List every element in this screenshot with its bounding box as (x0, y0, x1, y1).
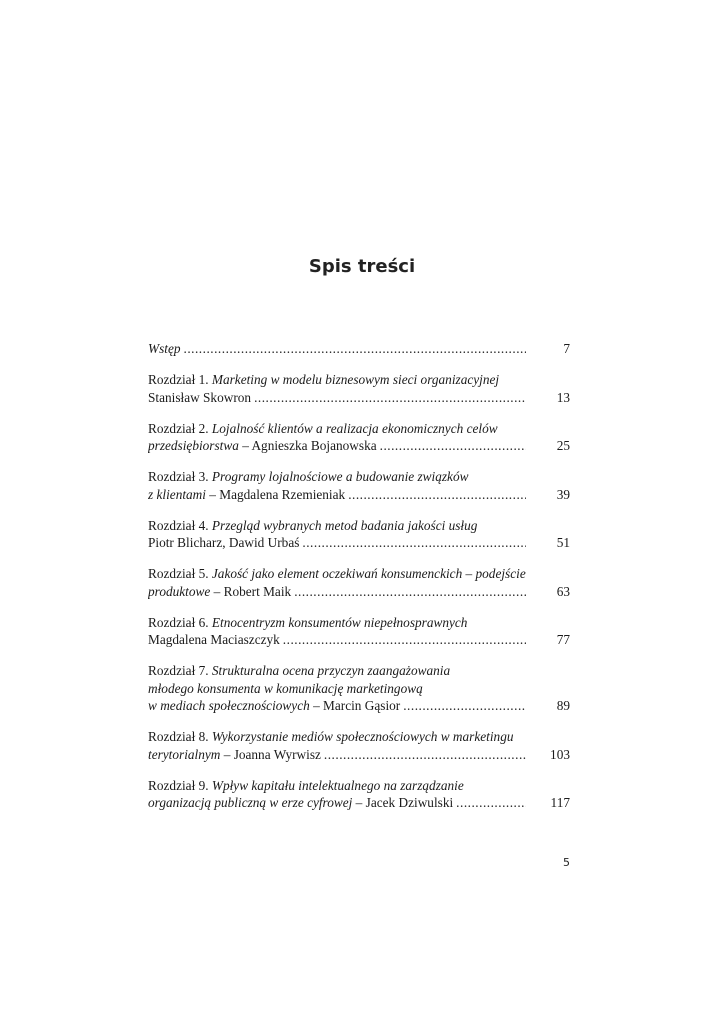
toc-entry (148, 371, 570, 406)
toc-entry (148, 614, 570, 649)
toc-entry-last-line (148, 631, 280, 649)
toc-entry-title-line (148, 420, 528, 438)
toc-page-number: 89 (556, 698, 570, 713)
chapter-title: Przegląd wybranych metod badania jakości usług (211, 517, 478, 533)
toc-page-number: 25 (556, 438, 570, 453)
toc-page-number: 63 (556, 583, 570, 599)
toc-entry-title-line (148, 614, 528, 632)
toc-entry (148, 468, 570, 503)
author-name: – Jacek Dziwulski (352, 795, 454, 810)
chapter-title: przedsiębiorstwa (148, 438, 239, 453)
author-name: – Marcin Gąsior (309, 698, 401, 713)
toc-entry-title-line (148, 728, 528, 746)
toc-entry-title-line (148, 517, 528, 535)
chapter-number: Rozdział 5. (148, 566, 212, 581)
chapter-title: Strukturalna ocena przyczyn zaangażowania (211, 663, 451, 678)
toc-entry (148, 662, 570, 715)
chapter-title: produktowe (148, 583, 211, 599)
toc-entry (148, 420, 570, 455)
table-of-contents (148, 340, 570, 825)
toc-entry (148, 340, 570, 358)
chapter-number: Rozdział 8. (148, 729, 212, 744)
dot-leader (456, 794, 526, 812)
author-name: – Agnieszka Bojanowska (238, 438, 377, 453)
chapter-number: Rozdział 9. (148, 777, 212, 793)
dot-leader (254, 389, 526, 407)
chapter-title: terytorialnym (148, 746, 221, 762)
toc-entry-title-line (148, 468, 528, 486)
chapter-title: Programy lojalnościowe a budowanie związków (211, 469, 469, 484)
author-name: Stanisław Skowron (148, 389, 252, 405)
toc-entry-title-line (148, 565, 528, 583)
chapter-title: Wpływ kapitału intelektualnego na zarządzanie (211, 777, 464, 793)
toc-entry-last-line (148, 534, 299, 552)
toc-entry-last-line (148, 437, 377, 455)
dot-leader (324, 746, 526, 764)
chapter-number: Rozdział 2. (148, 420, 212, 436)
toc-page-number: 103 (550, 746, 570, 762)
chapter-title: młodego konsumenta w komunikację marketingową (148, 680, 423, 696)
chapter-number: Rozdział 3. (148, 469, 212, 484)
chapter-number: Rozdział 6. (148, 614, 212, 630)
author-name: – Joanna Wyrwisz (220, 746, 321, 762)
toc-entry-title-line (148, 371, 528, 389)
chapter-title: Etnocentryzm konsumentów niepełnosprawnych (211, 614, 468, 630)
toc-entry-last-line (148, 746, 321, 764)
author-name: – Robert Maik (210, 583, 292, 599)
toc-page-number: 13 (556, 389, 570, 405)
toc-page-number: 39 (556, 486, 570, 502)
page-number: 5 (563, 856, 570, 869)
chapter-number: Rozdział 4. (148, 517, 212, 533)
toc-entry-last-line (148, 697, 400, 715)
page-title: Spis treści (308, 256, 416, 277)
dot-leader (294, 583, 526, 601)
toc-page-number: 117 (550, 795, 570, 810)
chapter-title: Wykorzystanie mediów społecznościowych w marketingu (211, 729, 514, 744)
toc-entry-last-line (148, 340, 181, 358)
dot-leader (348, 486, 526, 504)
toc-entry-title-line (148, 680, 528, 698)
toc-entry (148, 565, 570, 600)
chapter-number: Rozdział 7. (148, 663, 212, 678)
toc-entry-last-line (148, 389, 251, 407)
chapter-title: Wstęp (148, 341, 181, 356)
dot-leader (380, 437, 526, 455)
toc-page-number: 77 (556, 632, 570, 647)
chapter-title: Lojalność klientów a realizacja ekonomicznych celów (211, 420, 498, 436)
dot-leader (283, 631, 526, 649)
author-name: Magdalena Maciaszczyk (148, 632, 280, 647)
toc-entry (148, 728, 570, 763)
chapter-title: w mediach społecznościowych (148, 698, 310, 713)
toc-page-number: 7 (563, 341, 570, 356)
author-name: – Magdalena Rzemieniak (205, 486, 346, 502)
chapter-title: z klientami (148, 486, 206, 502)
chapter-title: Jakość jako element oczekiwań konsumenckich – podejście (211, 566, 526, 581)
dot-leader (403, 697, 526, 715)
author-name: Piotr Blicharz, Dawid Urbaś (148, 535, 300, 550)
chapter-title: organizacją publiczną w erze cyfrowej (148, 795, 353, 810)
chapter-number: Rozdział 1. (148, 372, 212, 387)
toc-page-number: 51 (556, 535, 570, 550)
toc-entry-title-line (148, 662, 528, 680)
dot-leader (302, 534, 526, 552)
dot-leader (184, 340, 527, 358)
toc-entry (148, 517, 570, 552)
toc-entry (148, 777, 570, 812)
toc-entry-last-line (148, 583, 291, 601)
chapter-title: Marketing w modelu biznesowym sieci organizacyjnej (211, 372, 500, 387)
toc-entry-last-line (148, 486, 345, 504)
toc-entry-last-line (148, 794, 453, 812)
toc-entry-title-line (148, 777, 528, 795)
